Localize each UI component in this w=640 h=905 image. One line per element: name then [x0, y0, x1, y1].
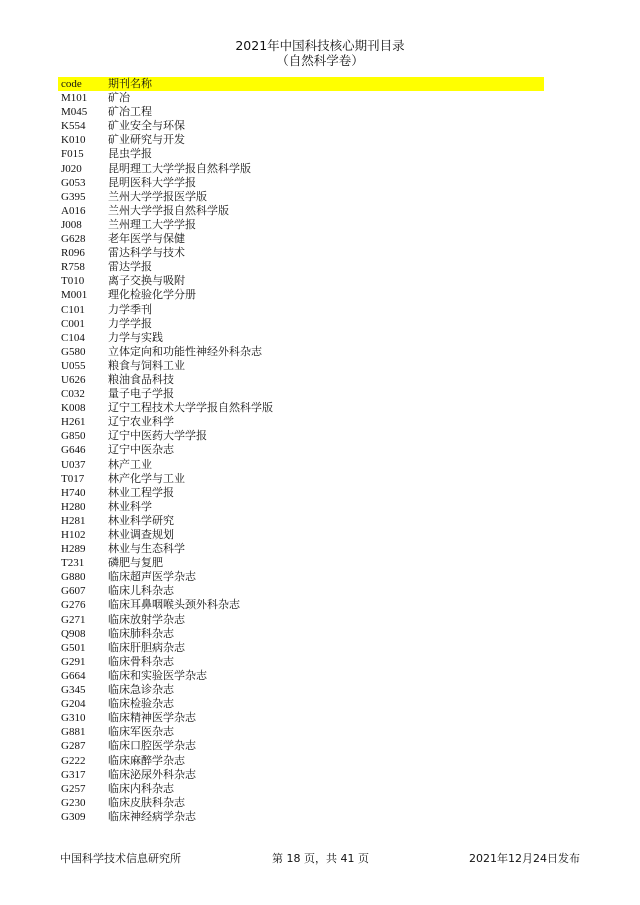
table-row [58, 331, 544, 345]
document-title-block [0, 38, 640, 68]
table-row [58, 401, 544, 415]
journal-name: 昆明医科大学学报 [108, 175, 196, 189]
table-row [58, 655, 544, 669]
journal-code: G053 [61, 176, 86, 189]
journal-name: 兰州大学学报自然科学版 [108, 203, 229, 217]
table-row [58, 754, 544, 768]
table-row [58, 274, 544, 288]
table-row [58, 613, 544, 627]
journal-code: G395 [61, 190, 86, 203]
table-row [58, 570, 544, 584]
journal-code: H261 [61, 416, 86, 429]
journal-name: 磷肥与复肥 [108, 556, 163, 570]
page-footer [0, 852, 640, 866]
footer-institution: 中国科学技术信息研究所 [60, 852, 181, 865]
journal-code: Q908 [61, 627, 86, 640]
journal-code: G646 [61, 444, 86, 457]
journal-code: J008 [61, 218, 82, 231]
journal-name: 临床儿科杂志 [108, 584, 174, 598]
journal-code: K010 [61, 134, 86, 147]
journal-name: 临床皮肤科杂志 [108, 795, 185, 809]
table-row [58, 246, 544, 260]
journal-code: G291 [61, 655, 86, 668]
table-row [58, 641, 544, 655]
table-row [58, 768, 544, 782]
journal-name: 临床内科杂志 [108, 781, 174, 795]
table-row [58, 584, 544, 598]
journal-name: 力学与实践 [108, 330, 163, 344]
journal-name: 临床超声医学杂志 [108, 570, 196, 584]
journal-code: G230 [61, 796, 86, 809]
journal-code: G607 [61, 585, 86, 598]
journal-name: 矿业安全与环保 [108, 119, 185, 133]
table-row [58, 556, 544, 570]
journal-name: 临床肝胆病杂志 [108, 640, 185, 654]
table-row [58, 232, 544, 246]
journal-name: 辽宁中医药大学学报 [108, 429, 207, 443]
journal-name: 临床放射学杂志 [108, 612, 185, 626]
journal-name: 理化检验化学分册 [108, 288, 196, 302]
journal-name: 辽宁农业科学 [108, 415, 174, 429]
journal-code: U037 [61, 458, 86, 471]
table-row [58, 288, 544, 302]
journal-code: C001 [61, 317, 85, 330]
journal-name: 林业调查规划 [108, 528, 174, 541]
journal-code: F015 [61, 148, 84, 161]
journal-code: G309 [61, 810, 86, 823]
journal-name: 兰州理工大学学报 [108, 217, 196, 231]
journal-name: 力学学报 [108, 316, 152, 330]
journal-code: G664 [61, 669, 86, 682]
table-row [58, 303, 544, 317]
column-header-code: code [61, 78, 82, 90]
journal-code: K554 [61, 120, 86, 133]
table-row [58, 429, 544, 443]
journal-name: 力学季刊 [108, 302, 152, 316]
journal-code: M045 [61, 106, 88, 119]
journal-code: T231 [61, 557, 85, 570]
table-row [58, 458, 544, 472]
journal-code: R758 [61, 261, 85, 274]
table-row [58, 133, 544, 147]
journal-code: H281 [61, 514, 86, 527]
journal-code: G317 [61, 768, 86, 781]
journal-name: 昆虫学报 [108, 147, 152, 161]
table-row [58, 204, 544, 218]
table-row [58, 147, 544, 161]
journal-code: A016 [61, 204, 86, 217]
journal-code: G880 [61, 571, 86, 584]
journal-name: 临床麻醉学杂志 [108, 753, 185, 767]
journal-name: 林业工程学报 [108, 485, 174, 499]
table-row [58, 627, 544, 641]
journal-name: 林业与生态科学 [108, 542, 185, 556]
journal-name: 离子交换与吸附 [108, 274, 185, 288]
journal-name: 临床军医杂志 [108, 725, 174, 739]
journal-code: G345 [61, 684, 86, 697]
journal-name: 粮食与饲料工业 [108, 358, 185, 372]
journal-name: 矿业研究与开发 [108, 133, 185, 147]
table-row [58, 486, 544, 500]
journal-name: 林业科学研究 [108, 513, 174, 527]
table-row [58, 711, 544, 725]
table-row [58, 542, 544, 556]
journal-name: 临床精神医学杂志 [108, 711, 196, 725]
footer-page-info: 第 18 页，共 41 页 [272, 852, 369, 865]
journal-code: C101 [61, 303, 85, 316]
journal-code: M101 [61, 92, 88, 105]
journal-name: 立体定向和功能性神经外科杂志 [108, 344, 262, 358]
journal-code: G501 [61, 641, 86, 654]
table-row [58, 443, 544, 457]
journal-name: 林产工业 [108, 457, 152, 471]
table-body [58, 91, 544, 824]
journal-code: T017 [61, 472, 85, 485]
journal-code: G257 [61, 782, 86, 795]
journal-code: G628 [61, 233, 86, 246]
table-row [58, 105, 544, 119]
journal-name: 矿冶 [108, 91, 130, 105]
journal-name: 林产化学与工业 [108, 471, 185, 485]
journal-code: G222 [61, 754, 86, 767]
table-header-row [58, 77, 544, 91]
table-row [58, 373, 544, 387]
table-row [58, 810, 544, 824]
table-row [58, 260, 544, 274]
journal-code: G204 [61, 698, 86, 711]
table-row [58, 472, 544, 486]
journal-name: 量子电子学报 [108, 387, 174, 401]
journal-name: 临床和实验医学杂志 [108, 668, 207, 682]
journal-name: 老年医学与保健 [108, 232, 185, 246]
journal-code: G276 [61, 599, 86, 612]
document-subtitle: （自然科学卷） [276, 53, 364, 68]
journal-code: H289 [61, 543, 86, 556]
journal-name: 昆明理工大学学报自然科学版 [108, 161, 251, 175]
journal-name: 雷达科学与技术 [108, 246, 185, 260]
table-row [58, 387, 544, 401]
table-row [58, 598, 544, 612]
journal-code: G580 [61, 345, 86, 358]
table-row [58, 218, 544, 232]
table-row [58, 796, 544, 810]
journal-name: 林业科学 [108, 499, 152, 513]
column-header-name: 期刊名称 [108, 77, 152, 90]
journal-code: G287 [61, 740, 86, 753]
journal-code: U055 [61, 359, 86, 372]
table-row [58, 119, 544, 133]
table-row [58, 725, 544, 739]
table-row [58, 317, 544, 331]
table-row [58, 345, 544, 359]
journal-code: G850 [61, 430, 86, 443]
table-row [58, 162, 544, 176]
journal-code: H740 [61, 486, 86, 499]
journal-name: 辽宁工程技术大学学报自然科学版 [108, 401, 273, 415]
table-row [58, 500, 544, 514]
journal-code: K008 [61, 402, 86, 415]
table-row [58, 359, 544, 373]
journal-code: G310 [61, 712, 86, 725]
table-row [58, 415, 544, 429]
journal-name: 临床肺科杂志 [108, 626, 174, 640]
table-row [58, 528, 544, 542]
journal-name: 临床口腔医学杂志 [108, 739, 196, 753]
table-row [58, 782, 544, 796]
journal-name: 临床骨科杂志 [108, 654, 174, 668]
journal-name: 雷达学报 [108, 260, 152, 274]
journal-name: 矿冶工程 [108, 105, 152, 119]
journal-name: 临床急诊杂志 [108, 683, 174, 697]
journal-code: C032 [61, 388, 85, 401]
journal-code: J020 [61, 162, 82, 175]
journal-name: 临床检验杂志 [108, 697, 174, 711]
journal-name: 临床耳鼻咽喉头颈外科杂志 [108, 598, 240, 612]
table-row [58, 683, 544, 697]
journal-code: H280 [61, 500, 86, 513]
document-title: 2021年中国科技核心期刊目录 [235, 38, 405, 53]
table-row [58, 514, 544, 528]
journal-name: 临床泌尿外科杂志 [108, 767, 196, 781]
journal-code: M001 [61, 289, 88, 302]
journal-code: G881 [61, 726, 86, 739]
table-row [58, 697, 544, 711]
journal-code: U626 [61, 373, 86, 386]
journal-name: 临床神经病学杂志 [108, 809, 196, 823]
journal-code: C104 [61, 331, 85, 344]
table-row [58, 739, 544, 753]
journal-name: 辽宁中医杂志 [108, 443, 174, 457]
journal-name: 兰州大学学报医学版 [108, 189, 207, 203]
table-row [58, 176, 544, 190]
journal-code: T010 [61, 275, 85, 288]
footer-date: 2021年12月24日发布 [469, 852, 580, 865]
journal-name: 粮油食品科技 [108, 372, 174, 386]
journal-code: R096 [61, 247, 85, 260]
table-row [58, 669, 544, 683]
table-row [58, 190, 544, 204]
table-row [58, 91, 544, 105]
journal-table [58, 77, 544, 824]
journal-code: H102 [61, 529, 86, 541]
journal-code: G271 [61, 613, 86, 626]
